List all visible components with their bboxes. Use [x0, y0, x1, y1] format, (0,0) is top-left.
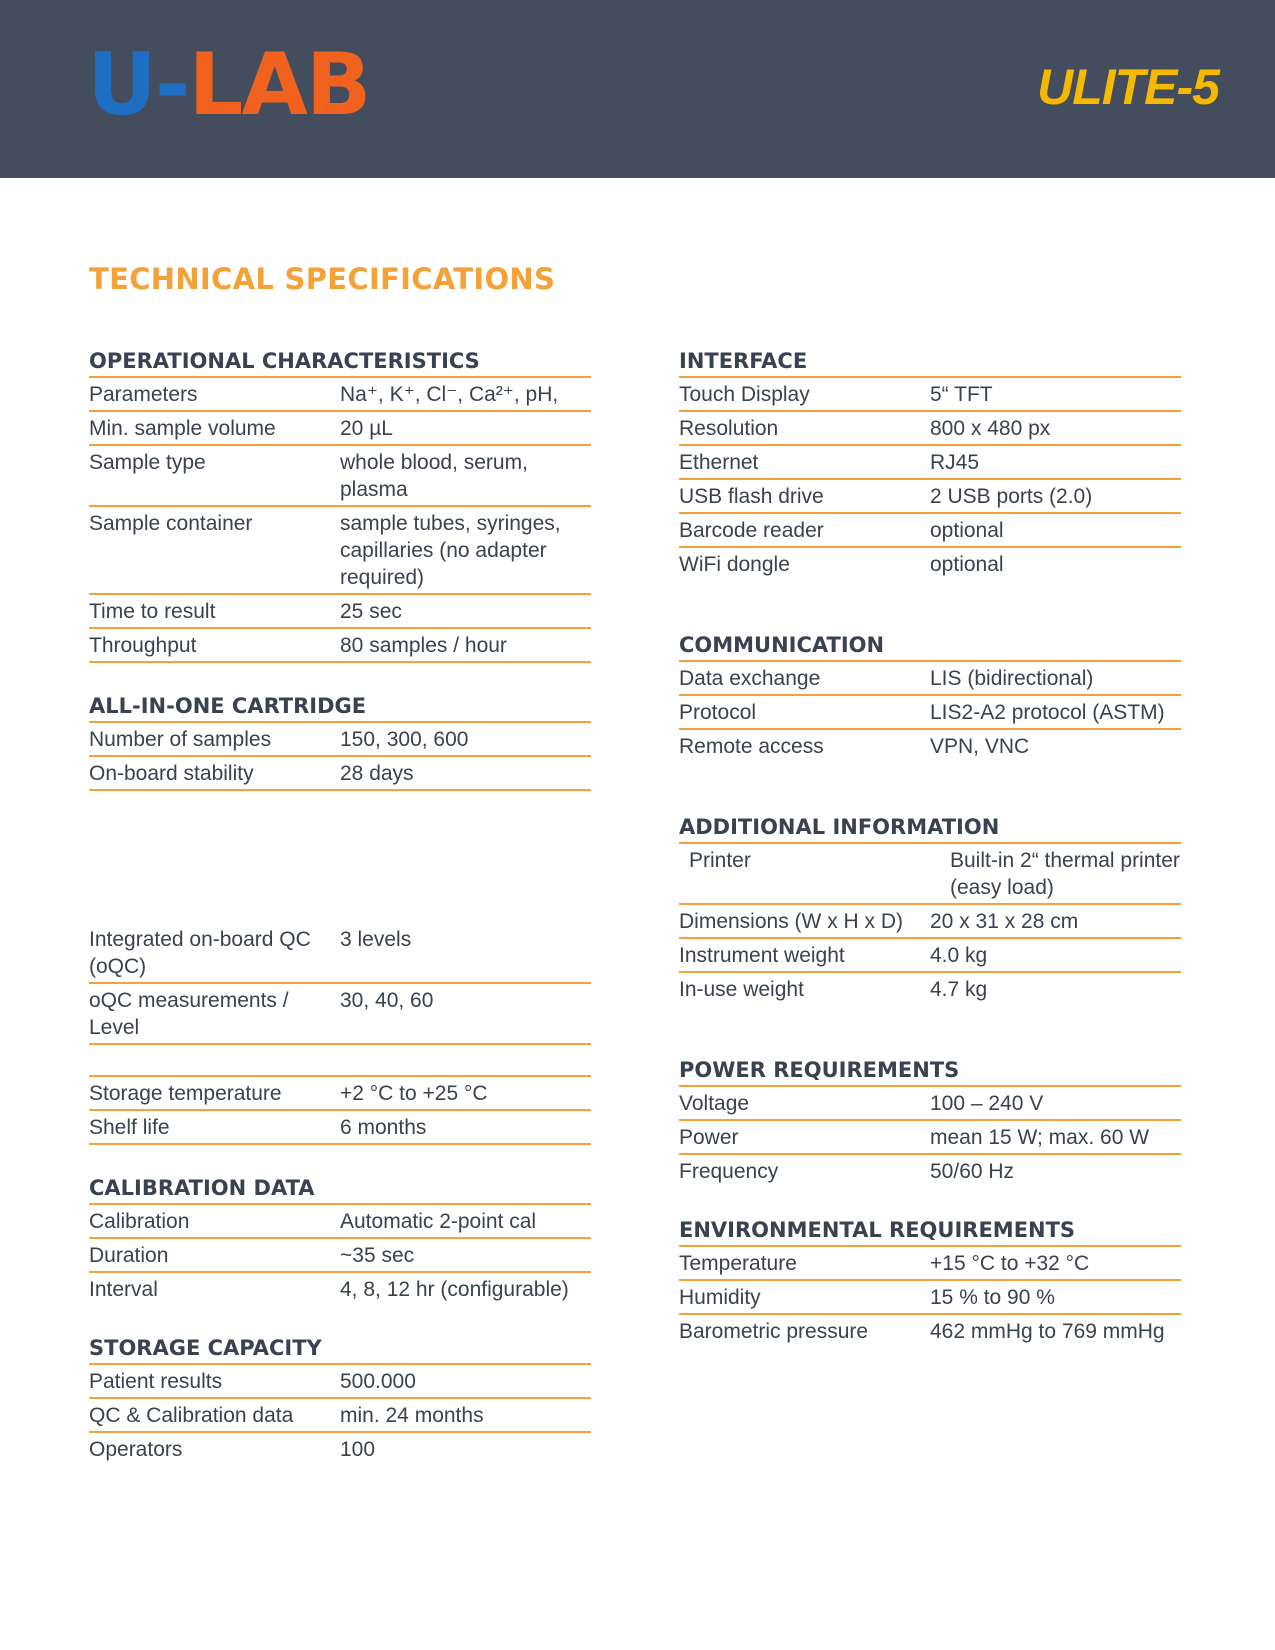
spec-label: Data exchange: [679, 667, 821, 690]
spec-label: Sample type: [89, 451, 206, 474]
spec-list: [89, 378, 591, 663]
spec-value: Automatic 2-point cal: [340, 1210, 537, 1233]
section-cartridge: [89, 693, 591, 1145]
spec-row: [679, 939, 1181, 973]
spec-label: WiFi dongle: [679, 553, 790, 576]
spec-value: 462 mmHg to 769 mmHg: [930, 1320, 1165, 1343]
spec-list: [89, 1205, 591, 1305]
blank-space: [89, 791, 591, 923]
spec-list: [89, 723, 591, 791]
spec-row: [679, 1121, 1181, 1155]
spec-label: Integrated on-board QC (oQC): [89, 928, 311, 978]
left-column: [89, 348, 591, 1495]
spec-row: [679, 446, 1181, 480]
spec-value: Built-in 2“ thermal printer (easy load): [950, 849, 1180, 899]
spec-value: ~35 sec: [340, 1244, 415, 1267]
section-title: INTERFACE: [679, 348, 1181, 378]
divider: [89, 1045, 591, 1077]
spec-label: On-board stability: [89, 762, 254, 785]
section-title: COMMUNICATION: [679, 632, 1181, 662]
spec-row: [89, 595, 591, 629]
spec-label: Interval: [89, 1278, 158, 1301]
spec-value: 500.000: [340, 1370, 416, 1393]
page-title: TECHNICAL SPECIFICATIONS: [89, 262, 556, 296]
spec-row: [89, 1273, 591, 1305]
spec-value: 6 months: [340, 1116, 427, 1139]
spec-row: [89, 1399, 591, 1433]
spec-value: Na⁺, K⁺, Cl⁻, Ca²⁺, pH,: [340, 383, 559, 406]
spec-list: [89, 1365, 591, 1465]
spec-row: [89, 723, 591, 757]
section-title: ADDITIONAL INFORMATION: [679, 814, 1181, 844]
spec-label: Instrument weight: [679, 944, 845, 967]
spec-value: 15 % to 90 %: [930, 1286, 1055, 1309]
spec-row: [679, 1247, 1181, 1281]
spec-value: 800 x 480 px: [930, 417, 1051, 440]
spec-value: mean 15 W; max. 60 W: [930, 1126, 1150, 1149]
section-storage: [89, 1335, 591, 1465]
spec-list: [679, 1247, 1181, 1347]
spec-label: USB flash drive: [679, 485, 824, 508]
spec-value: 80 samples / hour: [340, 634, 507, 657]
spec-label: Power: [679, 1126, 739, 1149]
spec-row: [679, 1281, 1181, 1315]
spec-row: [679, 1155, 1181, 1187]
spec-row: [89, 1111, 591, 1145]
spec-row: [679, 905, 1181, 939]
spec-row: [89, 1205, 591, 1239]
spec-list: [89, 1077, 591, 1145]
spec-row: [679, 696, 1181, 730]
section-calibration: [89, 1175, 591, 1305]
spec-value: 4, 8, 12 hr (configurable): [340, 1278, 569, 1301]
spec-row: [89, 1077, 591, 1111]
spec-row: [89, 378, 591, 412]
spec-row: [89, 923, 591, 984]
spec-value: optional: [930, 519, 1004, 542]
spec-row: [679, 1087, 1181, 1121]
spec-label: Operators: [89, 1438, 183, 1461]
spec-value: 20 µL: [340, 417, 393, 440]
spec-row: [679, 412, 1181, 446]
spec-label: Frequency: [679, 1160, 779, 1183]
spec-list: [679, 662, 1181, 762]
spec-label: QC & Calibration data: [89, 1404, 294, 1427]
spec-value: 30, 40, 60: [340, 989, 434, 1012]
spec-value: 20 x 31 x 28 cm: [930, 910, 1079, 933]
spec-list: [679, 1087, 1181, 1187]
section-title: ALL-IN-ONE CARTRIDGE: [89, 693, 591, 723]
spec-label: Dimensions (W x H x D): [679, 910, 904, 933]
spec-label: Calibration: [89, 1210, 190, 1233]
spec-label: Min. sample volume: [89, 417, 276, 440]
spec-label: Barometric pressure: [679, 1320, 869, 1343]
spec-label: Remote access: [679, 735, 824, 758]
spec-value: +2 °C to +25 °C: [340, 1082, 488, 1105]
spec-label: oQC measurements / Level: [89, 989, 289, 1039]
section-additional: [679, 814, 1181, 1005]
spec-label: Touch Display: [679, 383, 810, 406]
spec-list: [679, 844, 1181, 1005]
spec-value: +15 °C to +32 °C: [930, 1252, 1090, 1275]
spec-label: Patient results: [89, 1370, 223, 1393]
spec-value: 50/60 Hz: [930, 1160, 1015, 1183]
section-title: POWER REQUIREMENTS: [679, 1057, 1181, 1087]
spec-list: [679, 378, 1181, 580]
spec-value: whole blood, serum, plasma: [340, 451, 528, 501]
spec-label: Sample container: [89, 512, 253, 535]
spec-label: Parameters: [89, 383, 198, 406]
spec-label: Duration: [89, 1244, 169, 1267]
spec-row: [679, 480, 1181, 514]
spec-value: LIS2-A2 protocol (ASTM): [930, 701, 1165, 724]
spec-row: [89, 1239, 591, 1273]
brand-logo: U-LAB: [87, 35, 370, 135]
spec-row: [679, 1315, 1181, 1347]
section-interface: [679, 348, 1181, 580]
section-title: STORAGE CAPACITY: [89, 1335, 591, 1365]
right-column: [679, 348, 1181, 1399]
spec-label: Protocol: [679, 701, 757, 724]
spec-value: 100: [340, 1438, 376, 1461]
spec-row: [89, 629, 591, 663]
spec-label: Humidity: [679, 1286, 761, 1309]
spec-value: 100 – 240 V: [930, 1092, 1044, 1115]
spec-row: [89, 412, 591, 446]
spec-row: [679, 844, 1181, 905]
spec-label: Time to result: [89, 600, 216, 623]
spec-label: Throughput: [89, 634, 197, 657]
spec-row: [89, 984, 591, 1045]
section-communication: [679, 632, 1181, 762]
spec-label: Barcode reader: [679, 519, 824, 542]
spec-value: RJ45: [930, 451, 980, 474]
section-title: ENVIRONMENTAL REQUIREMENTS: [679, 1217, 1181, 1247]
section-title: CALIBRATION DATA: [89, 1175, 591, 1205]
spec-row: [89, 1365, 591, 1399]
spec-value: 4.0 kg: [930, 944, 988, 967]
spec-value: 2 USB ports (2.0): [930, 485, 1093, 508]
spec-row: [679, 548, 1181, 580]
spec-label: Temperature: [679, 1252, 797, 1275]
spec-row: [89, 507, 591, 595]
section-power: [679, 1057, 1181, 1187]
header-banner: [0, 0, 1275, 178]
section-environmental: [679, 1217, 1181, 1347]
spec-value: min. 24 months: [340, 1404, 484, 1427]
spec-value: 25 sec: [340, 600, 402, 623]
spec-value: LIS (bidirectional): [930, 667, 1094, 690]
spec-row: [89, 757, 591, 791]
spec-label: Shelf life: [89, 1116, 170, 1139]
spec-label: Resolution: [679, 417, 779, 440]
spec-value: 28 days: [340, 762, 414, 785]
spec-value: sample tubes, syringes, capillaries (no adapter required): [340, 512, 561, 589]
section-operational: [89, 348, 591, 663]
spec-label: Printer: [689, 849, 751, 872]
spec-row: [89, 446, 591, 507]
spec-label: In-use weight: [679, 978, 804, 1001]
spec-row: [679, 662, 1181, 696]
model-name: ULITE-5: [1037, 59, 1219, 115]
spec-label: Storage temperature: [89, 1082, 282, 1105]
spec-row: [679, 378, 1181, 412]
spec-value: VPN, VNC: [930, 735, 1030, 758]
spec-value: 150, 300, 600: [340, 728, 469, 751]
spec-label: Voltage: [679, 1092, 750, 1115]
spec-label: Ethernet: [679, 451, 759, 474]
spec-value: optional: [930, 553, 1004, 576]
section-title: OPERATIONAL CHARACTERISTICS: [89, 348, 591, 378]
spec-value: 5“ TFT: [930, 383, 993, 406]
spec-label: Number of samples: [89, 728, 272, 751]
spec-row: [679, 514, 1181, 548]
spec-row: [679, 730, 1181, 762]
spec-row: [89, 1433, 591, 1465]
spec-row: [679, 973, 1181, 1005]
spec-value: 4.7 kg: [930, 978, 988, 1001]
spec-value: 3 levels: [340, 928, 412, 951]
spec-list: [89, 923, 591, 1045]
